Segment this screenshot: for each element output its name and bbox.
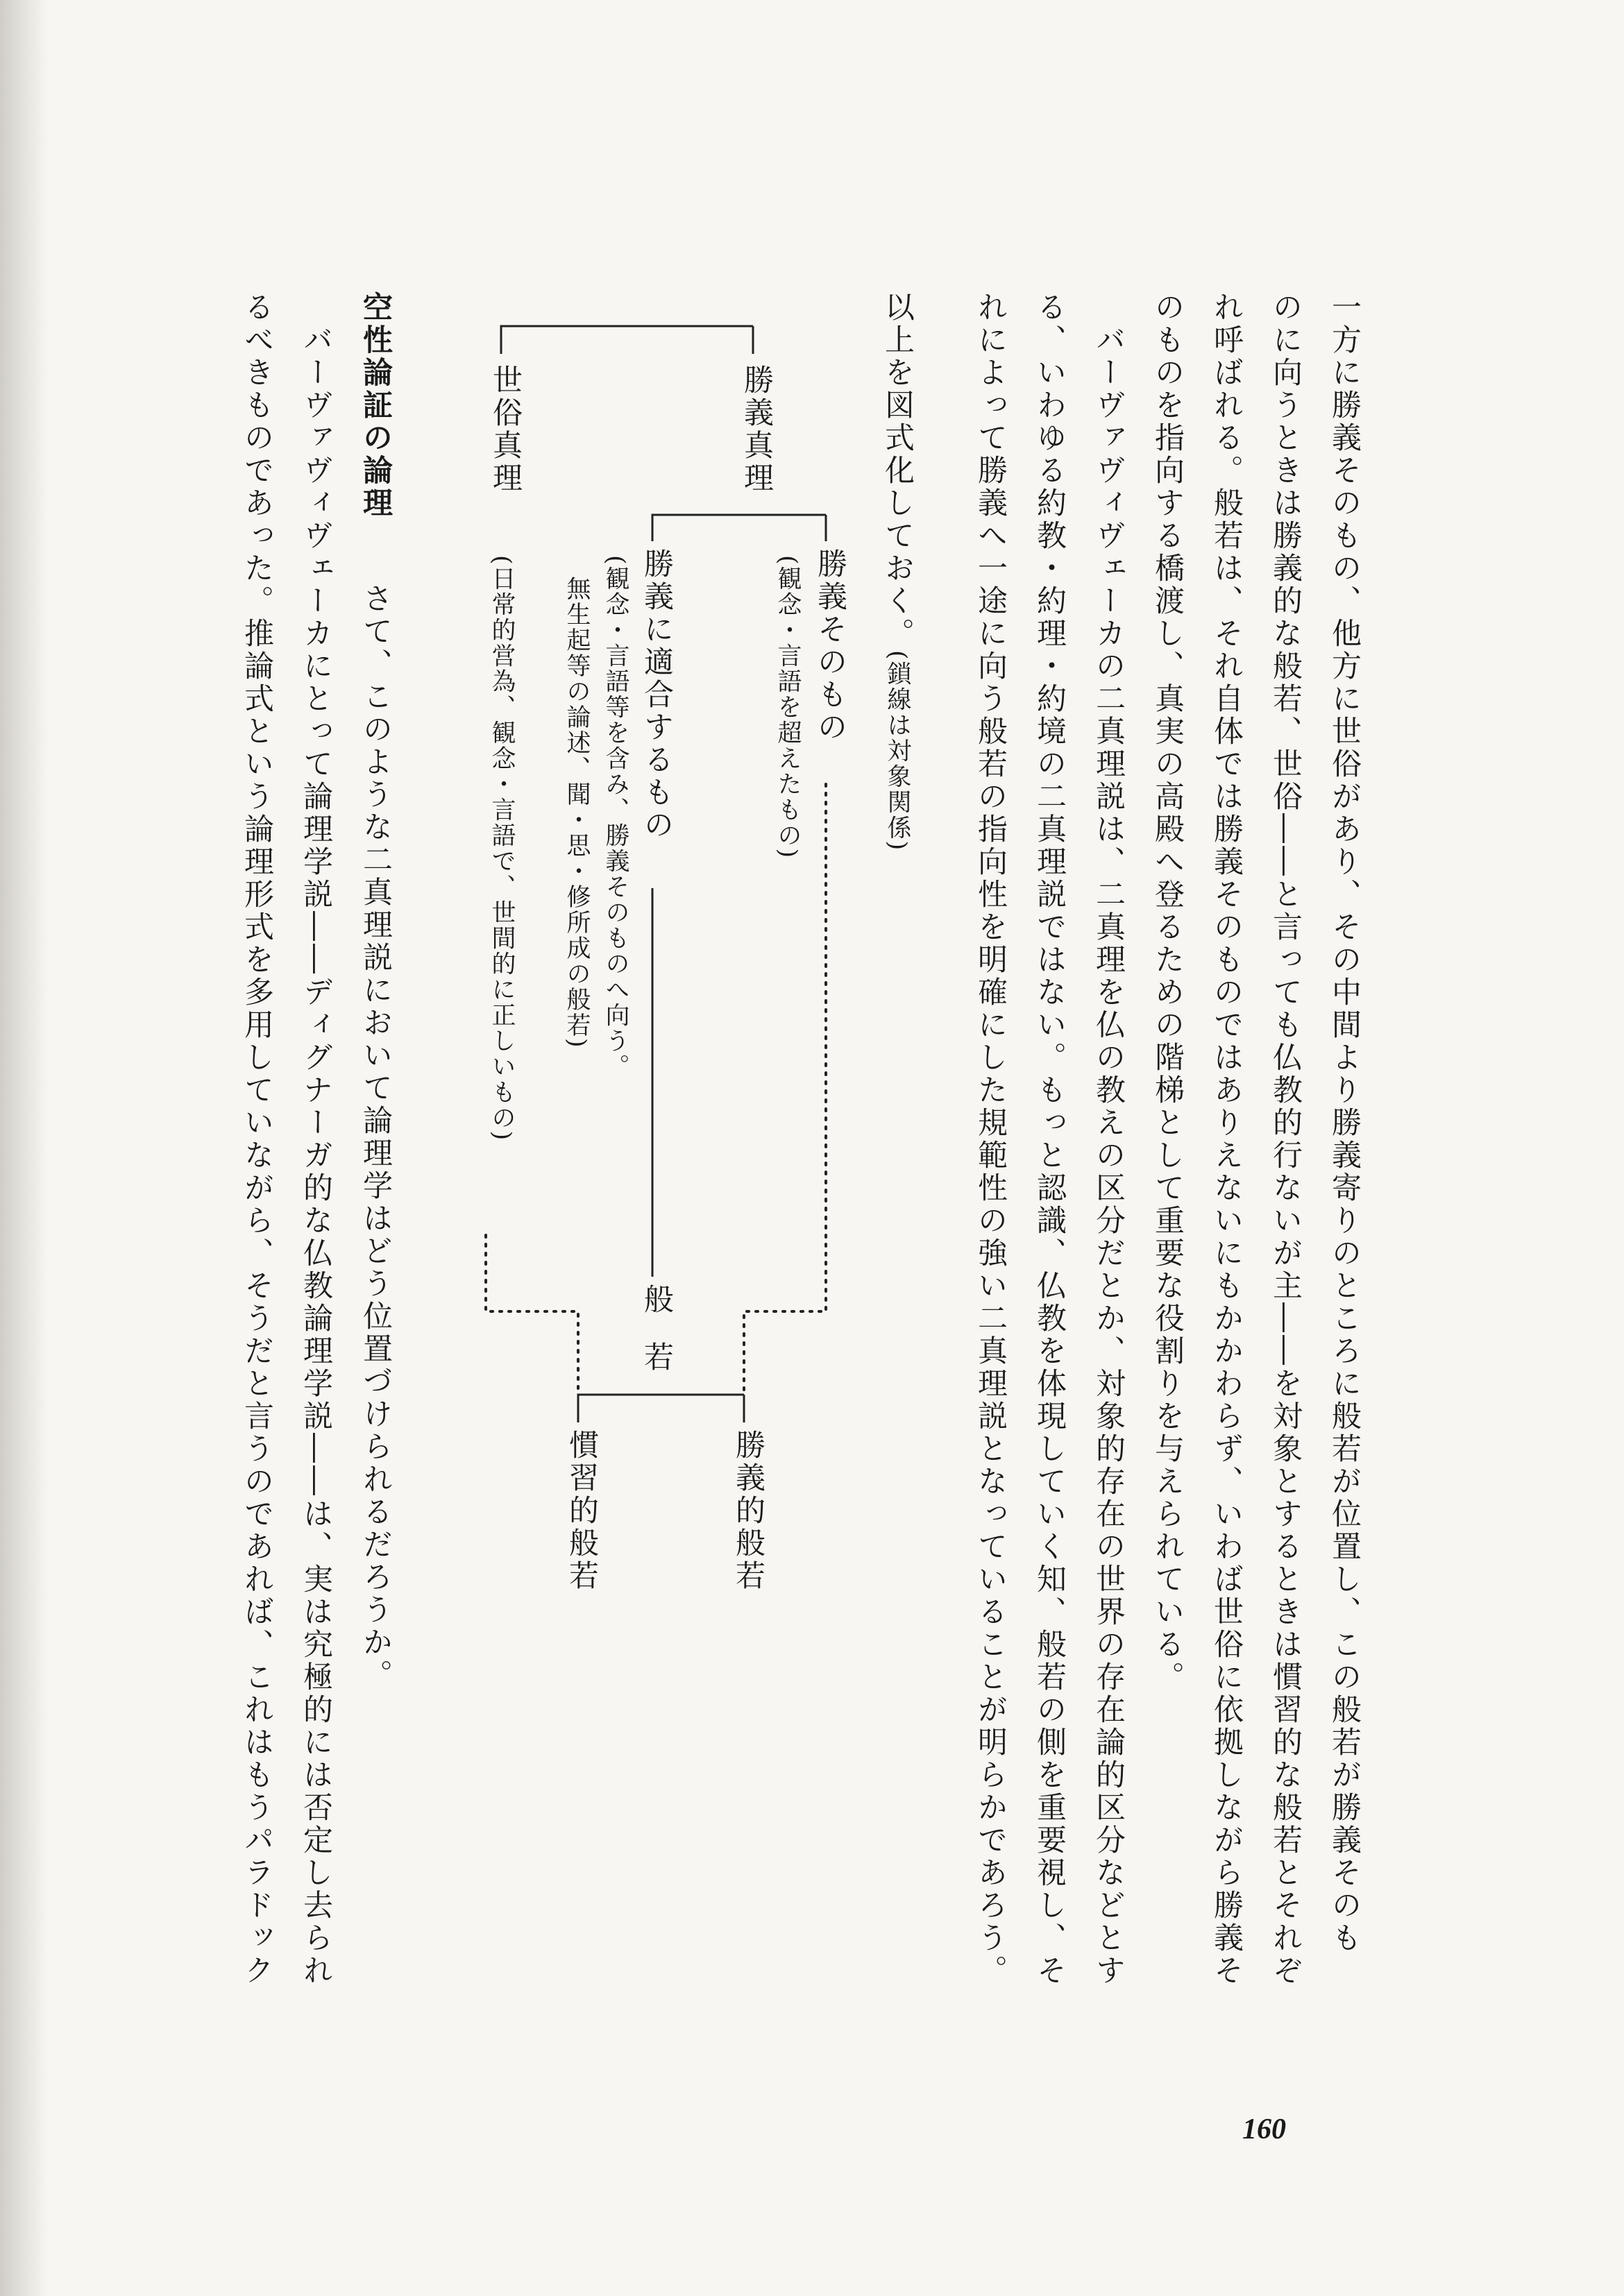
diagram-legend-note: (鎖線は対象関係) [883, 650, 911, 852]
body-column-4: のものを指向する橋渡し、真実の高殿へ登るための階梯として重要な役割りを与えられている。 [1150, 291, 1185, 1694]
section-heading: 空性論証の論理 [358, 291, 393, 520]
conforming-note-line2: 無生起等の論述、聞・思・修所成の般若) [563, 576, 591, 1049]
page-number: 160 [1242, 2114, 1286, 2145]
ultimate-prajna-node: 勝義的般若 [731, 1429, 766, 1592]
conventional-truth-note: (日常的営為、観念・言語で、世間的に正しいもの) [488, 555, 516, 1142]
prajna-node: 般若 [639, 1284, 674, 1399]
body-column-7: れによって勝義へ一途に向う般若の指向性を明確にした規範性の強い二真理説となっていることが明らかであろう。 [973, 291, 1008, 1987]
body-column-6: る、いわゆる約教・約理・約境の二真理説ではない。もっと認識、仏教を体現していく知、般若の側を重要視し、そ [1032, 291, 1067, 1987]
conforming-node: 勝義に適合するもの [639, 548, 674, 842]
body-column-1: 一方に勝義そのもの、他方に世俗があり、その中間より勝義寄りのところに般若が位置し、この般若が勝義そのも [1327, 291, 1362, 1955]
section-column-1: さて、このような二真理説において論理学はどう位置づけられるだろうか。 [358, 583, 393, 1692]
section-column-2: バーヴァヴィヴェーカにとって論理学説――ディグナーガ的な仏教論理学説――は、実は究極的には否定し去られ [298, 291, 333, 1987]
section-column-3: るべきものであった。推論式という論理形式を多用していながら、そうだと言うのであれば、これはもうパラドック [239, 291, 274, 1987]
ultimate-truth-node: 勝義真理 [739, 364, 774, 495]
ultimate-itself-node: 勝義そのもの [813, 548, 847, 744]
body-column-2: のに向うときは勝義的な般若、世俗――と言っても仏教的行ないが主――を対象とするときは慣習的な般若とそれぞ [1268, 291, 1303, 1987]
conventional-prajna-node: 慣習的般若 [564, 1429, 599, 1592]
body-column-3: れ呼ばれる。般若は、それ自体では勝義そのものではありえないにもかかわらず、いわば世俗に依拠しながら勝義そ [1209, 291, 1244, 1987]
conventional-truth-node: 世俗真理 [488, 364, 523, 495]
body-column-5: バーヴァヴィヴェーカの二真理説は、二真理を仏の教えの区分だとか、対象的存在の世界の存在論的区分などとす [1091, 291, 1126, 1987]
ultimate-itself-note: (観念・言語を超えたもの) [774, 555, 802, 860]
conforming-note-line1: (観念・言語等を含み、勝義そのものへ向う。 [602, 555, 629, 1080]
diagram-intro-text: 以上を図式化しておく。 [880, 291, 915, 650]
